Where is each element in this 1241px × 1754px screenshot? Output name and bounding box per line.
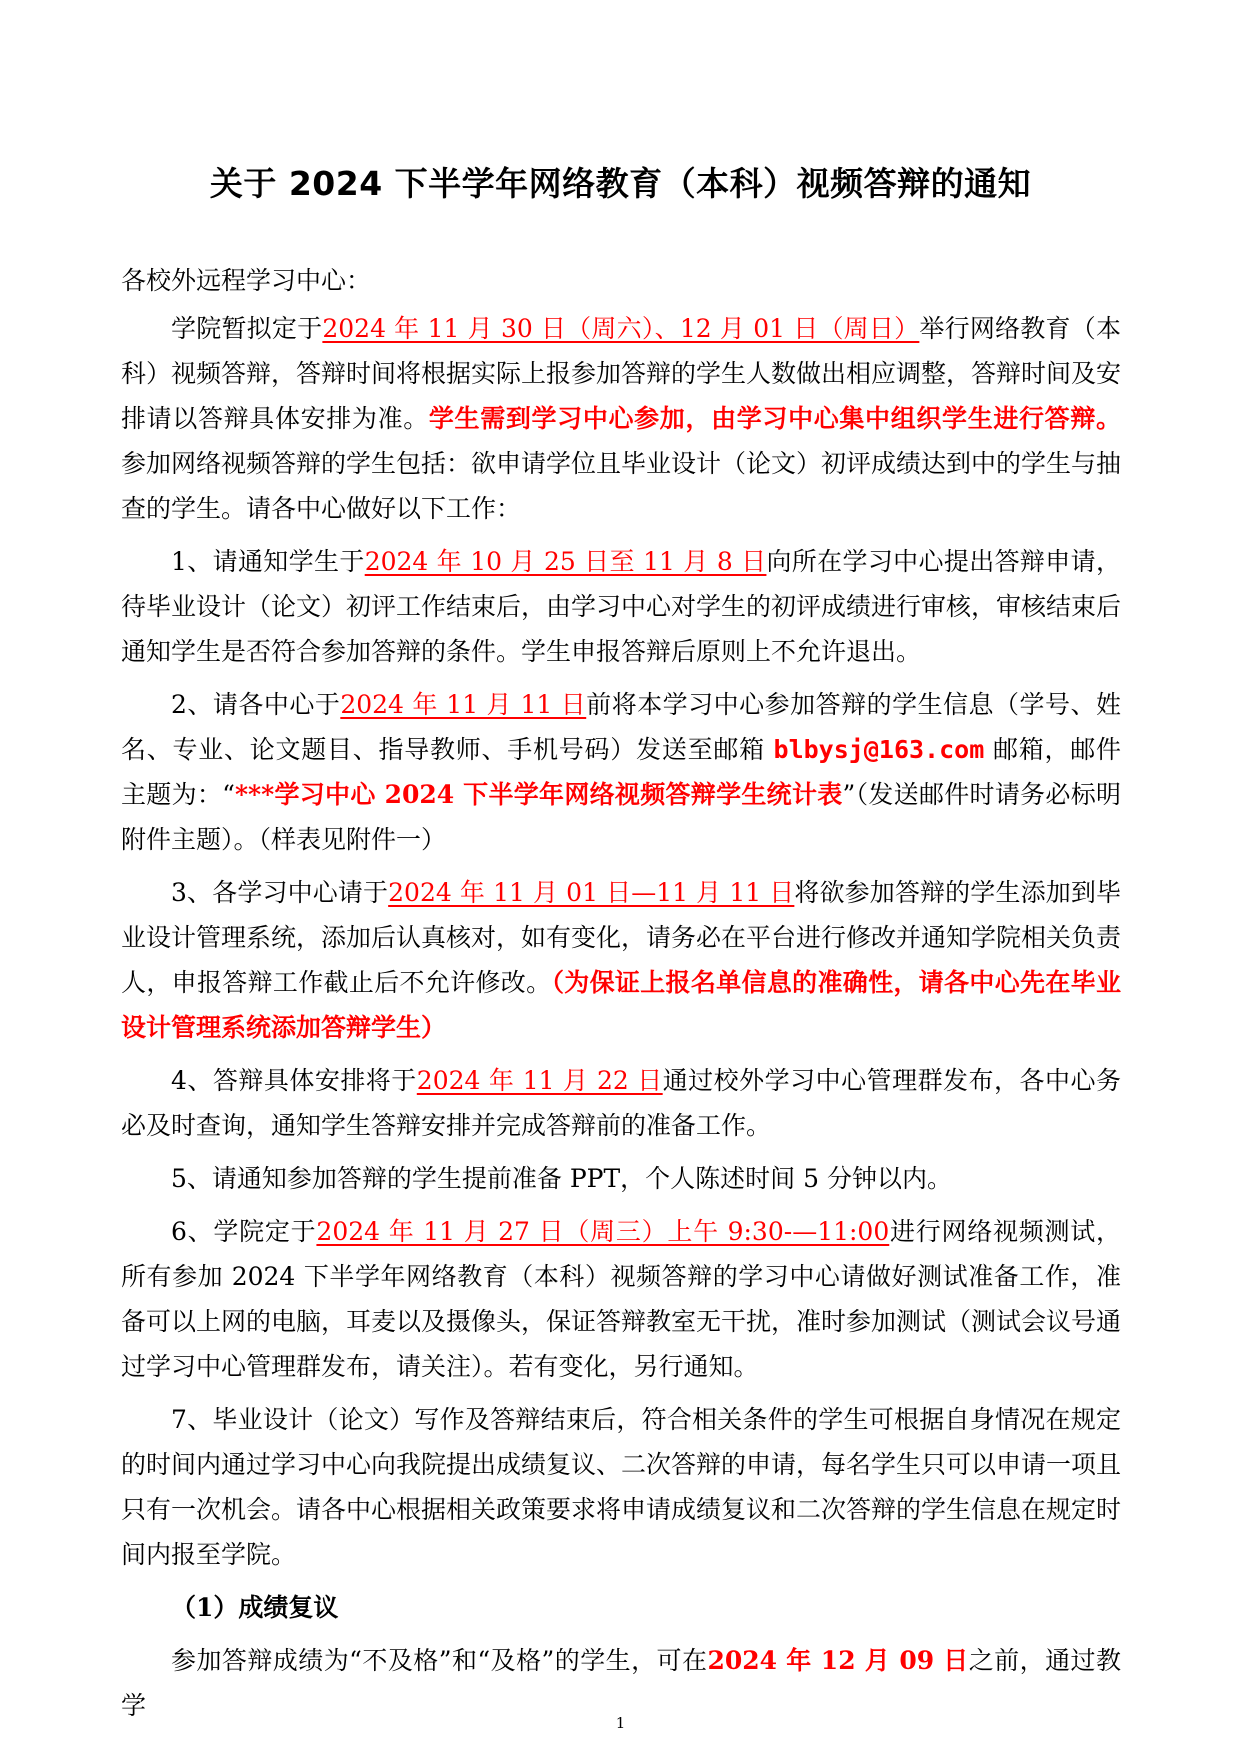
item-4: 4、答辩具体安排将于2024 年 11 月 22 日通过校外学习中心管理群发布，各中心务必及时查询，通知学生答辩安排并完成答辩前的准备工作。 bbox=[121, 1066, 1121, 1140]
intro-paragraph: 学院暂拟定于2024 年 11 月 30 日（周六）、12 月 01 日（周日）举行网络教育（本科）视频答辩，答辩时间将根据实际上报参加答辩的学生人数做出相应调整，答辩时间及安排请以答辩具体安排为准。学生需到学习中心参加，由学习中心集中组织学生进行答辩。参加网络视频答辩的学生包括：欲申请学位且毕业设计（论文）初评成绩达到中的学生与抽查的学生。请各中心做好以下工作： bbox=[121, 314, 1122, 523]
item-2-date: 2024 年 11 月 11 日 bbox=[340, 690, 587, 719]
item-7: 7、毕业设计（论文）写作及答辩结束后，符合相关条件的学生可根据自身情况在规定的时间内通过学习中心向我院提出成绩复议、二次答辩的申请，每名学生只可以申请一项且只有一次机会。请各中心根据相关政策要求将申请成绩复议和二次答辩的学生信息在规定时间内报至学院。 bbox=[121, 1405, 1122, 1569]
item-6: 6、学院定于2024 年 11 月 27 日（周三）上午 9:30-—11:00进行网络视频测试，所有参加 2024 下半学年网络教育（本科）视频答辩的学习中心请做好测试准备工作，准备可以上网的电脑，耳麦以及摄像头，保证答辩教室无干扰，准时参加测试（测试会议号通过学习中心管理群发布，请关注）。若有变化，另行通知。 bbox=[121, 1217, 1122, 1381]
item-3: 3、各学习中心请于2024 年 11 月 01 日—11 月 11 日将欲参加答辩的学生添加到毕业设计管理系统，添加后认真核对，如有变化，请务必在平台进行修改并通知学院相关负责人，申报答辩工作截止后不允许修改。（为保证上报名单信息的准确性，请各中心先在毕业设计管理系统添加答辩学生） bbox=[121, 878, 1122, 1042]
item-6-date: 2024 年 11 月 27 日（周三）上午 9:30-—11:00 bbox=[316, 1217, 890, 1246]
notice-body bbox=[121, 258, 1121, 1736]
salutation: 各校外远程学习中心： bbox=[121, 266, 372, 295]
item-1: 1、请通知学生于2024 年 10 月 25 日至 11 月 8 日向所在学习中心提出答辩申请，待毕业设计（论文）初评工作结束后，由学习中心对学生的初评成绩进行审核，审核结束后通知学生是否符合参加答辩的条件。学生申报答辩后原则上不允许退出。 bbox=[121, 547, 1122, 666]
item-3-date: 2024 年 11 月 01 日—11 月 11 日 bbox=[388, 878, 795, 907]
item-1-date: 2024 年 10 月 25 日至 11 月 8 日 bbox=[364, 547, 767, 576]
item-4-date: 2024 年 11 月 22 日 bbox=[416, 1066, 663, 1095]
notice-title: 关于 2024 下半学年网络教育（本科）视频答辩的通知 bbox=[209, 164, 1032, 203]
page-number: 1 bbox=[615, 1714, 626, 1732]
sub-heading-review: （1）成绩复议 bbox=[171, 1593, 339, 1622]
defense-date: 2024 年 11 月 30 日（周六）、12 月 01 日（周日） bbox=[322, 314, 920, 343]
email-subject: ***学习中心 2024 下半学年网络视频答辩学生统计表 bbox=[234, 780, 843, 809]
review-paragraph: 参加答辩成绩为“不及格”和“及格”的学生，可在2024 年 12 月 09 日之前，通过教学 bbox=[121, 1646, 1121, 1720]
review-date: 2024 年 12 月 09 日 bbox=[707, 1646, 969, 1675]
item-2: 2、请各中心于2024 年 11 月 11 日前将本学习中心参加答辩的学生信息（学号、姓名、专业、论文题目、指导教师、手机号码）发送至邮箱 blbysj@163.com 邮箱，邮件主题为：“***学习中心 2024 下半学年网络视频答辩学生统计表”（发送邮件时请务必标明附件主题）。（样表见附件一） bbox=[121, 690, 1121, 854]
intro-emphasis: 学生需到学习中心参加，由学习中心集中组织学生进行答辩。 bbox=[428, 404, 1121, 433]
item-5: 5、请通知参加答辩的学生提前准备 PPT，个人陈述时间 5 分钟以内。 bbox=[171, 1164, 952, 1193]
email-address[interactable]: blbysj@163.com bbox=[773, 735, 985, 764]
item-3-emphasis: （为保证上报名单信息的准确性，请各中心先在毕业设计管理系统添加答辩学生） bbox=[121, 968, 1121, 1042]
